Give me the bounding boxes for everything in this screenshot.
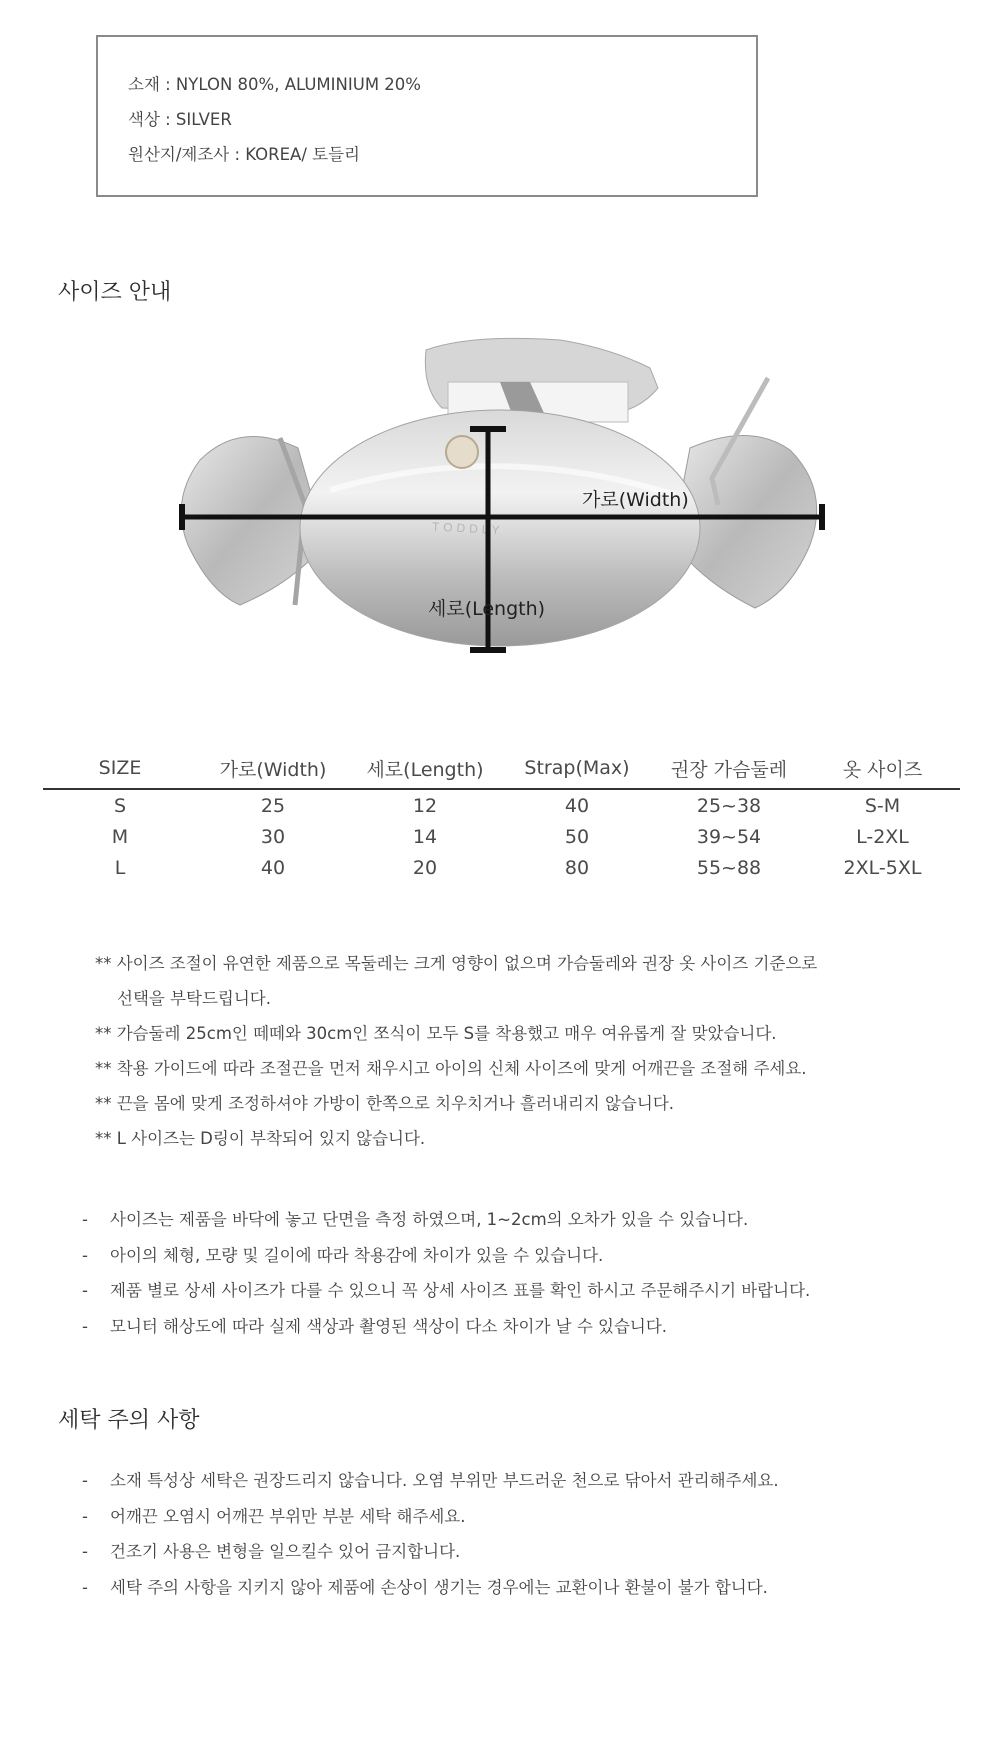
width-col-header: 가로(Width): [197, 752, 349, 789]
candy-bag-illustration: [170, 330, 830, 690]
table-cell: 25: [260, 794, 286, 817]
chest-col-header: 권장 가슴둘레: [653, 752, 805, 789]
table-cell: 40: [564, 794, 590, 817]
dash-bullet: -: [82, 1245, 88, 1265]
table-cell: 50: [564, 825, 590, 848]
strap-col-header: Strap(Max): [501, 752, 653, 789]
list-item-text: 사이즈는 제품을 바닥에 놓고 단면을 측정 하였으며, 1~2cm의 오차가 있을 수 있습니다.: [110, 1210, 749, 1229]
list-item: [82, 1238, 962, 1274]
note-line: ** 착용 가이드에 따라 조절끈을 먼저 채우시고 아이의 신체 사이즈에 맞게 어깨끈을 조절해 주세요.: [95, 1059, 807, 1078]
table-cell: L: [114, 856, 126, 879]
table-cell: 14: [412, 825, 438, 848]
size-disclaimer-list: [82, 1202, 962, 1344]
length-label: 세로(Length): [428, 598, 546, 620]
list-item-text: 어깨끈 오염시 어깨끈 부위만 부분 세탁 해주세요.: [110, 1506, 466, 1526]
origin-text: 원산지/제조사 : KOREA/ 토들리: [128, 145, 360, 164]
table-cell: M: [111, 825, 129, 848]
dash-bullet: -: [82, 1506, 88, 1526]
list-item: [82, 1202, 962, 1238]
note-line: ** 끈을 몸에 맞게 조정하셔야 가방이 한쪽으로 치우치거나 흘러내리지 않습니다.: [95, 1094, 674, 1113]
table-row: [43, 852, 960, 883]
clothes-col-header: 옷 사이즈: [805, 752, 960, 789]
table-cell: 39~54: [696, 825, 762, 848]
washing-title: 세탁 주의 사항: [58, 1408, 200, 1433]
dash-bullet: -: [82, 1210, 88, 1229]
list-item: [82, 1463, 962, 1499]
size-table: [43, 752, 960, 883]
table-cell: S-M: [864, 794, 901, 817]
size-table-header-row: [43, 752, 960, 789]
table-cell: 55~88: [696, 856, 762, 879]
list-item-text: 아이의 체형, 모량 및 길이에 따라 착용감에 차이가 있을 수 있습니다.: [110, 1245, 604, 1265]
dash-bullet: -: [82, 1542, 88, 1561]
note-line: ** 가슴둘레 25cm인 떼떼와 30cm인 쪼식이 모두 S를 착용했고 매우 여유롭게 잘 맞았습니다.: [95, 1024, 777, 1043]
product-size-diagram: [170, 330, 830, 690]
brand-emboss-text: TODDLY: [431, 519, 504, 538]
length-col-header: 세로(Length): [349, 752, 501, 789]
table-cell: 12: [412, 794, 438, 817]
list-item: [82, 1499, 962, 1535]
list-item-text: 제품 별로 상세 사이즈가 다를 수 있으니 꼭 상세 사이즈 표를 확인 하시고 주문해주시기 바랍니다.: [110, 1281, 811, 1300]
dash-bullet: -: [82, 1577, 88, 1597]
washing-instructions-list: [82, 1463, 962, 1605]
list-item-text: 모니터 해상도에 따라 실제 색상과 촬영된 색상이 다소 차이가 날 수 있습니다.: [110, 1316, 668, 1336]
table-cell: 2XL-5XL: [843, 856, 922, 879]
size-guide-title: 사이즈 안내: [58, 280, 172, 305]
material-text: 소재 : NYLON 80%, ALUMINIUM 20%: [128, 75, 421, 94]
table-cell: 25~38: [696, 794, 762, 817]
list-item: [82, 1309, 962, 1345]
product-info-box: [96, 35, 758, 197]
dash-bullet: -: [82, 1281, 88, 1300]
note-line: ** 사이즈 조절이 유연한 제품으로 목둘레는 크게 영향이 없으며 가슴둘레와 권장 옷 사이즈 기준으로: [95, 954, 818, 973]
list-item: [82, 1570, 962, 1606]
width-label: 가로(Width): [582, 489, 689, 511]
table-cell: L-2XL: [856, 825, 909, 848]
size-notes: [95, 946, 955, 1156]
table-cell: 80: [564, 856, 590, 879]
note-line: ** L 사이즈는 D링이 부착되어 있지 않습니다.: [95, 1129, 426, 1148]
table-cell: S: [113, 794, 127, 817]
list-item: [82, 1273, 962, 1309]
color-text: 색상 : SILVER: [128, 110, 232, 129]
size-col-header: SIZE: [43, 752, 197, 789]
table-cell: 40: [260, 856, 286, 879]
list-item: [82, 1534, 962, 1570]
table-row: [43, 821, 960, 852]
list-item-text: 건조기 사용은 변형을 일으킬수 있어 금지합니다.: [110, 1542, 461, 1561]
note-line: 선택을 부탁드립니다.: [117, 989, 271, 1008]
dash-bullet: -: [82, 1471, 88, 1490]
list-item-text: 소재 특성상 세탁은 권장드리지 않습니다. 오염 부위만 부드러운 천으로 닦아서 관리해주세요.: [110, 1471, 779, 1490]
dash-bullet: -: [82, 1316, 88, 1336]
table-cell: 30: [260, 825, 286, 848]
table-row: [43, 789, 960, 821]
table-cell: 20: [412, 856, 438, 879]
list-item-text: 세탁 주의 사항을 지키지 않아 제품에 손상이 생기는 경우에는 교환이나 환불이 불가 합니다.: [110, 1577, 768, 1597]
